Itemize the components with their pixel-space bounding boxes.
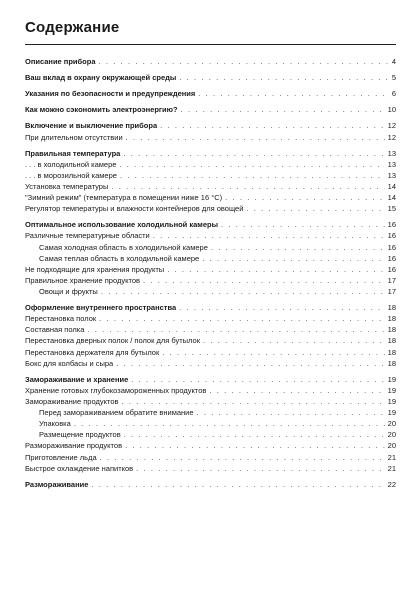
toc-entry-label: Как можно сэкономить электроэнергию? <box>25 105 178 115</box>
toc-entry-label: . . . в морозильной камере <box>25 170 117 180</box>
toc-entry-page-number: 18 <box>387 314 396 324</box>
dot-leader <box>179 302 385 313</box>
dot-leader <box>202 253 384 264</box>
toc-entry-label: Перестановка держателя для бутылок <box>25 347 160 357</box>
toc-entry <box>25 324 396 335</box>
toc-entry <box>25 230 396 241</box>
toc-entry-label: Самая холодная область в холодильной камере <box>39 242 208 252</box>
toc-list <box>25 56 396 490</box>
toc-entry-page-number: 20 <box>387 441 396 451</box>
toc-entry <box>25 302 396 313</box>
toc-entry-page-number: 12 <box>387 132 396 142</box>
dot-leader <box>209 385 384 396</box>
toc-entry-page-number: 16 <box>387 231 396 241</box>
toc-entry-label: Оптимальное использование холодильной камеры <box>25 220 219 230</box>
toc-entry-label: Ваш вклад в охрану окружающей среды <box>25 73 177 83</box>
dot-leader <box>116 358 384 369</box>
toc-entry-page-number: 21 <box>387 463 396 473</box>
dot-leader <box>167 264 384 275</box>
toc-entry-label: Замораживание продуктов <box>25 396 119 406</box>
dot-leader <box>126 132 385 143</box>
toc-entry <box>25 479 396 490</box>
toc-entry-label: Приготовление льда <box>25 452 97 462</box>
toc-entry-label: Быстрое охлаждение напитков <box>25 463 134 473</box>
toc-entry <box>25 385 396 396</box>
dot-leader <box>100 452 385 463</box>
toc-entry-label: Замораживание и хранение <box>25 374 129 384</box>
toc-entry-label: Бокс для колбасы и сыра <box>25 358 114 368</box>
dot-leader <box>153 230 385 241</box>
toc-entry-label: Установка температуры <box>25 181 109 191</box>
toc-entry <box>25 440 396 451</box>
toc-entry-page-number: 18 <box>387 303 396 313</box>
dot-leader <box>99 313 385 324</box>
toc-entry-label: Перестановка дверных полок / полок для бутылок <box>25 336 200 346</box>
toc-entry-label: При длительном отсутствии <box>25 132 123 142</box>
dot-leader <box>99 56 389 67</box>
toc-entry <box>25 192 396 203</box>
toc-entry-page-number: 16 <box>387 220 396 230</box>
dot-leader <box>125 440 385 451</box>
toc-entry-page-number: 6 <box>391 89 396 99</box>
dot-leader <box>246 203 384 214</box>
toc-subentry <box>25 429 396 440</box>
toc-entry-label: Включение и выключение прибора <box>25 121 158 131</box>
toc-entry-page-number: 16 <box>387 253 396 263</box>
toc-entry-page-number: 17 <box>387 286 396 296</box>
toc-entry <box>25 203 396 214</box>
toc-entry-page-number: 13 <box>387 148 396 158</box>
toc-entry-page-number: 10 <box>387 105 396 115</box>
dot-leader <box>179 72 389 83</box>
toc-entry <box>25 104 396 115</box>
dot-leader <box>160 120 385 131</box>
toc-subentry <box>25 242 396 253</box>
toc-entry <box>25 56 396 67</box>
toc-entry-page-number: 19 <box>387 374 396 384</box>
toc-entry <box>25 88 396 99</box>
toc-entry <box>25 132 396 143</box>
dot-leader <box>87 324 384 335</box>
toc-entry-label: Размещение продуктов <box>39 430 121 440</box>
toc-entry <box>25 358 396 369</box>
toc-subentry <box>25 418 396 429</box>
toc-entry-page-number: 5 <box>391 73 396 83</box>
toc-entry <box>25 347 396 358</box>
dot-leader <box>124 429 385 440</box>
dot-leader <box>143 275 385 286</box>
toc-entry <box>25 396 396 407</box>
toc-entry-page-number: 21 <box>387 452 396 462</box>
toc-entry <box>25 335 396 346</box>
dot-leader <box>121 396 384 407</box>
toc-entry-page-number: 15 <box>387 204 396 214</box>
toc-entry <box>25 374 396 385</box>
dot-leader <box>101 286 385 297</box>
title-rule <box>25 44 396 45</box>
toc-entry-page-number: 18 <box>387 358 396 368</box>
toc-entry <box>25 181 396 192</box>
toc-entry-label: Овощи и фрукты <box>39 286 98 296</box>
toc-entry-page-number: 19 <box>387 396 396 406</box>
toc-entry-page-number: 16 <box>387 264 396 274</box>
toc-entry-label: Не подходящие для хранения продукты <box>25 264 165 274</box>
dot-leader <box>136 463 385 474</box>
toc-entry <box>25 120 396 131</box>
toc-entry <box>25 219 396 230</box>
toc-entry-label: "Зимний режим" (температура в помещении ниже 16 °C) <box>25 193 223 203</box>
toc-entry-label: Правильное хранение продуктов <box>25 275 140 285</box>
dot-leader <box>123 148 384 159</box>
dot-leader <box>74 418 385 429</box>
toc-entry-page-number: 13 <box>387 159 396 169</box>
dot-leader <box>198 88 389 99</box>
toc-entry-page-number: 12 <box>387 121 396 131</box>
toc-entry-label: Хранение готовых глубокозамороженных продуктов <box>25 385 207 395</box>
toc-entry-label: Размораживание продуктов <box>25 441 123 451</box>
dot-leader <box>119 159 384 170</box>
toc-entry-label: Размораживание <box>25 479 89 489</box>
dot-leader <box>203 335 385 346</box>
toc-entry-page-number: 13 <box>387 170 396 180</box>
toc-entry-page-number: 18 <box>387 347 396 357</box>
toc-entry-page-number: 19 <box>387 385 396 395</box>
toc-entry-label: Самая теплая область в холодильной камере <box>39 253 200 263</box>
toc-entry-page-number: 14 <box>387 193 396 203</box>
toc-entry-label: Составная полка <box>25 325 85 335</box>
dot-leader <box>221 219 385 230</box>
toc-entry-label: Правильная температура <box>25 148 121 158</box>
toc-entry <box>25 148 396 159</box>
toc-entry <box>25 170 396 181</box>
dot-leader <box>91 479 384 490</box>
toc-subentry <box>25 407 396 418</box>
toc-entry-page-number: 4 <box>391 57 396 66</box>
page-title: Содержание <box>25 19 120 36</box>
toc-entry-label: Перед замораживанием обратите внимание <box>39 408 194 418</box>
toc-entry <box>25 452 396 463</box>
toc-entry-page-number: 18 <box>387 325 396 335</box>
toc-entry <box>25 463 396 474</box>
toc-subentry <box>25 286 396 297</box>
toc-entry-label: Описание прибора <box>25 57 96 66</box>
toc-entry-page-number: 20 <box>387 419 396 429</box>
toc-entry-page-number: 19 <box>387 408 396 418</box>
toc-entry-label: Упаковка <box>39 419 71 429</box>
toc-entry <box>25 313 396 324</box>
toc-entry <box>25 72 396 83</box>
toc-entry-label: Перестановка полок <box>25 314 97 324</box>
toc-entry <box>25 264 396 275</box>
dot-leader <box>181 104 385 115</box>
toc-entry-page-number: 16 <box>387 242 396 252</box>
toc-entry-label: Оформление внутреннего пространства <box>25 303 177 313</box>
toc-entry-page-number: 22 <box>387 479 396 489</box>
dot-leader <box>225 192 385 203</box>
dot-leader <box>211 242 385 253</box>
toc-entry <box>25 159 396 170</box>
toc-entry-label: . . . в холодильной камере <box>25 159 117 169</box>
toc-subentry <box>25 253 396 264</box>
toc-entry-label: Регулятор температуры и влажности контейнеров для овощей <box>25 204 244 214</box>
toc-entry-page-number: 14 <box>387 181 396 191</box>
dot-leader <box>197 407 385 418</box>
toc-entry-page-number: 18 <box>387 336 396 346</box>
toc-entry-page-number: 17 <box>387 275 396 285</box>
toc-entry-label: Указания по безопасности и предупреждения <box>25 89 196 99</box>
dot-leader <box>131 374 384 385</box>
dot-leader <box>162 347 384 358</box>
dot-leader <box>111 181 384 192</box>
toc-entry-page-number: 20 <box>387 430 396 440</box>
toc-entry-label: Различные температурные области <box>25 231 150 241</box>
dot-leader <box>120 170 385 181</box>
toc-entry <box>25 275 396 286</box>
